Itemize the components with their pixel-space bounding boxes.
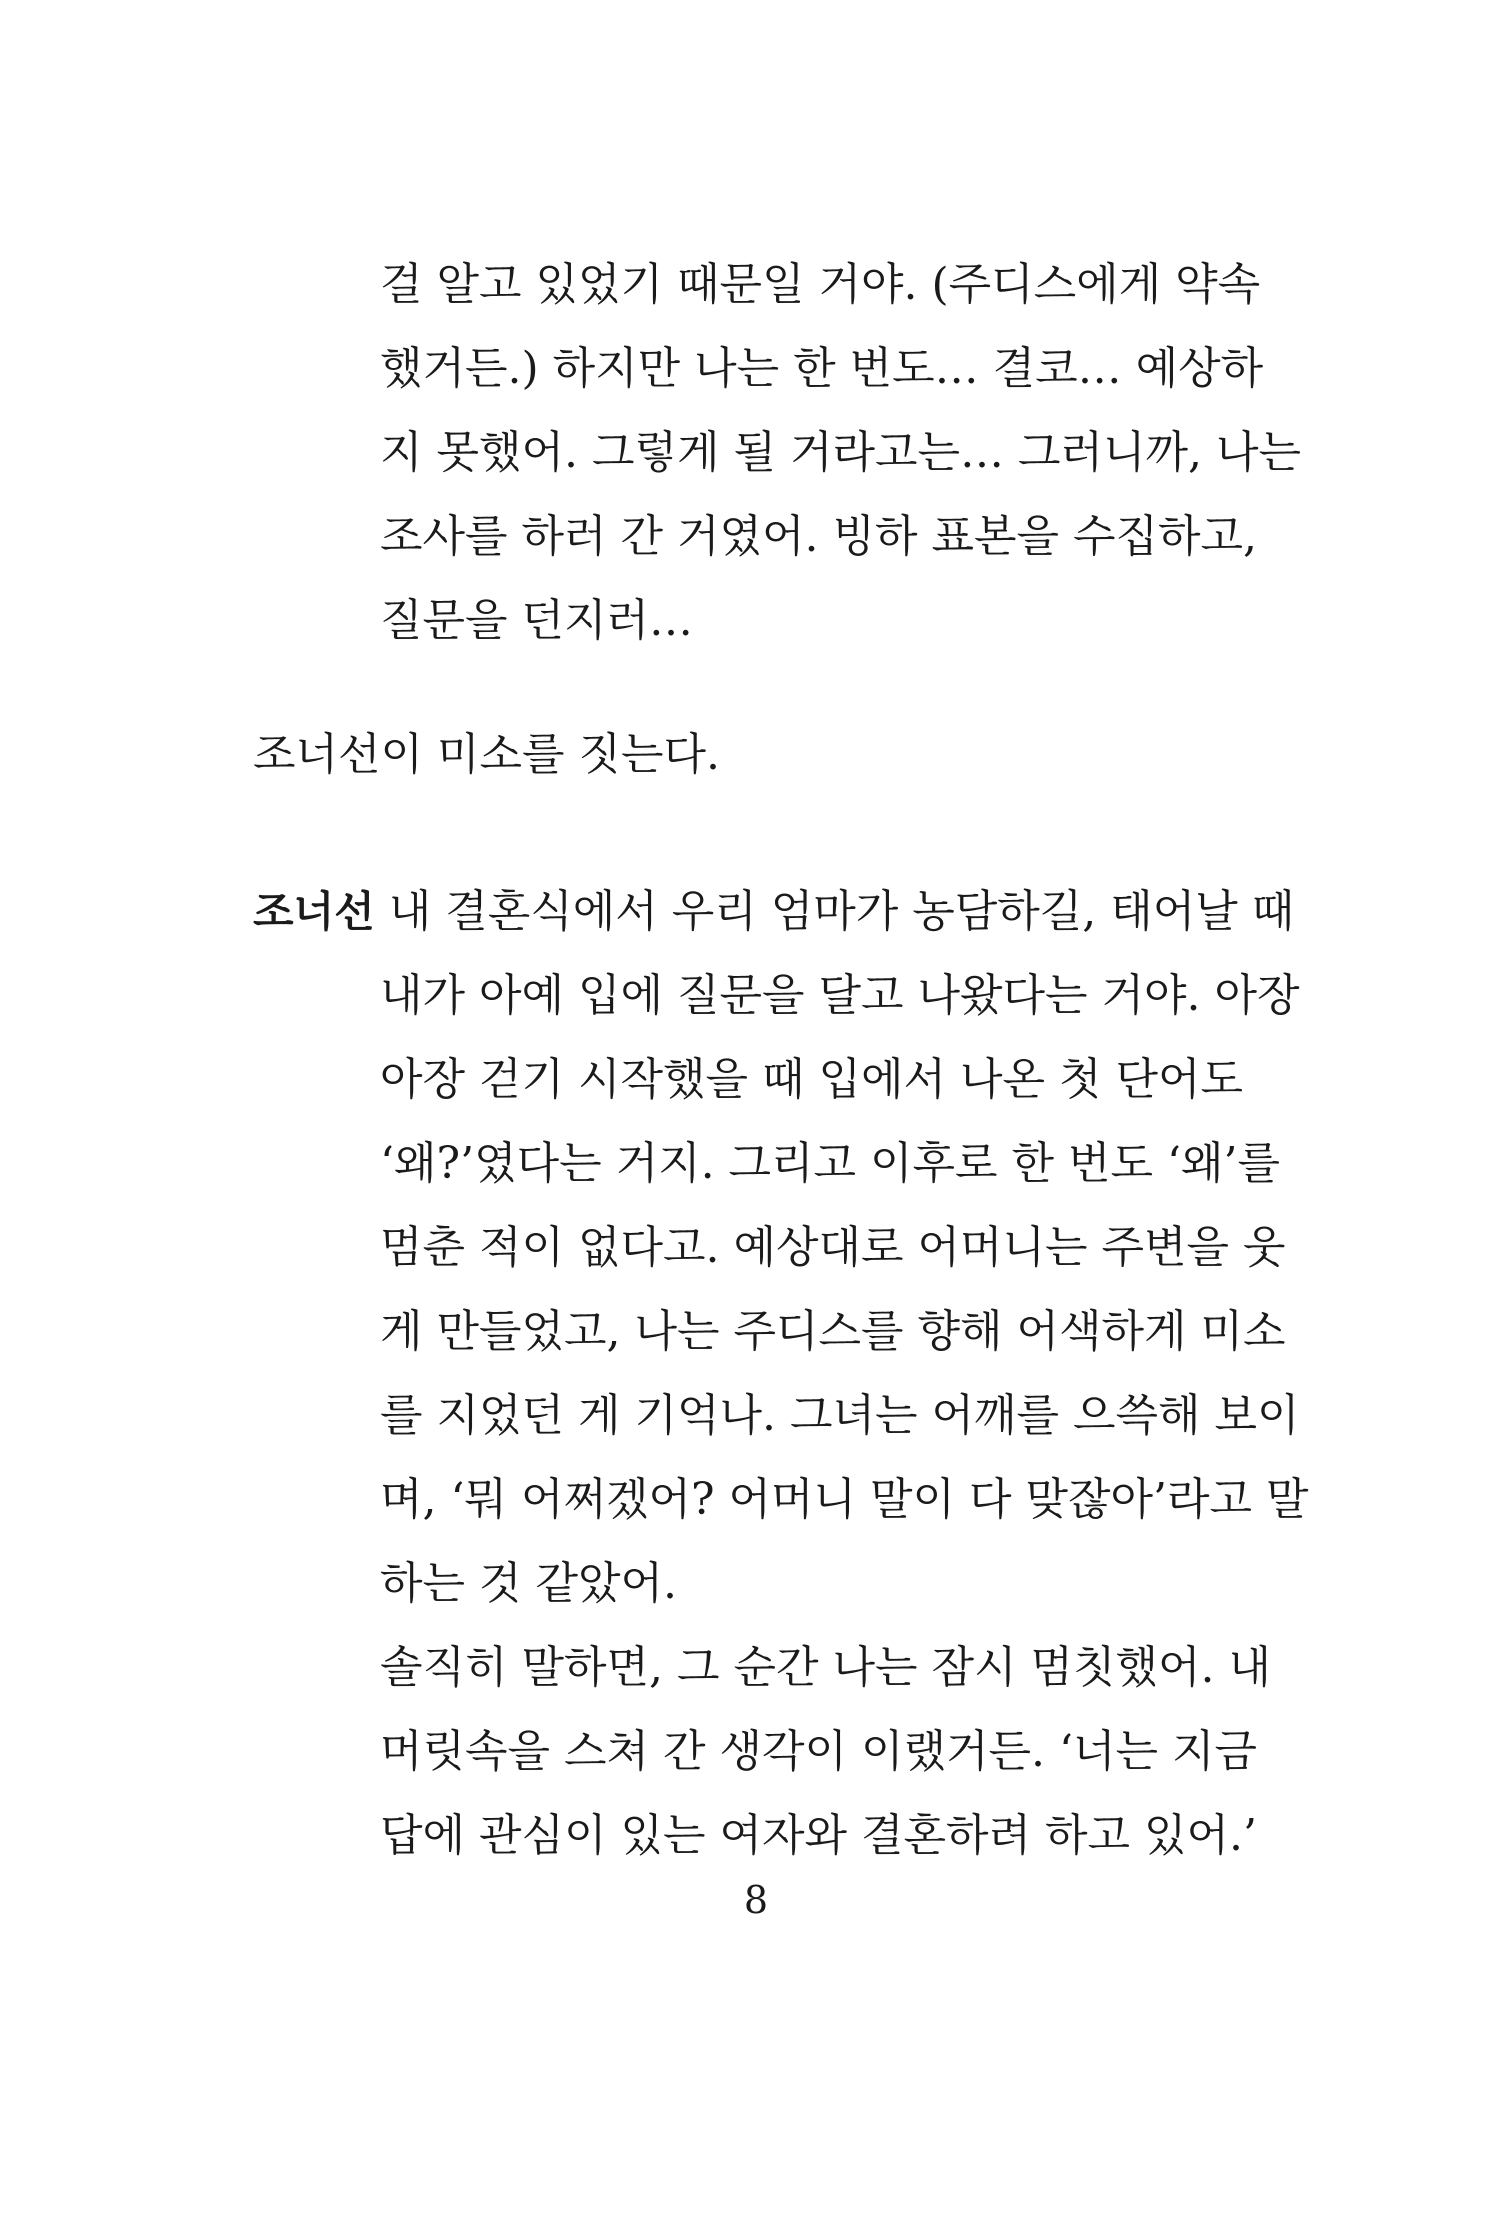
text-line: 를 지었던 게 기억나. 그녀는 어깨를 으쓱해 보이	[380, 1390, 1300, 1441]
speaker-name: 조너선	[253, 887, 375, 936]
text-line: 지 못했어. 그렇게 될 거라고는… 그러니까, 나는	[380, 427, 1301, 478]
text-line: 하는 것 같았어.	[380, 1558, 677, 1609]
text-line: 질문을 던지러…	[380, 595, 694, 646]
text-line: 멈춘 적이 없다고. 예상대로 어머니는 주변을 웃	[380, 1222, 1286, 1273]
text-line: 내가 아예 입에 질문을 달고 나왔다는 거야. 아장	[380, 970, 1300, 1021]
text-line: 조사를 하러 간 거였어. 빙하 표본을 수집하고,	[380, 511, 1257, 562]
text-line: 걸 알고 있었기 때문일 거야. (주디스에게 약속	[380, 259, 1261, 310]
text-line: 머릿속을 스쳐 간 생각이 이랬거든. ‘너는 지금	[380, 1726, 1257, 1777]
text-line: ‘왜?’였다는 거지. 그리고 이후로 한 번도 ‘왜’를	[380, 1138, 1281, 1189]
text-line: 게 만들었고, 나는 주디스를 향해 어색하게 미소	[380, 1306, 1286, 1357]
text-line: 했거든.) 하지만 나는 한 번도… 결코… 예상하	[380, 343, 1264, 394]
text-line: 아장 걷기 시작했을 때 입에서 나온 첫 단어도	[380, 1054, 1243, 1105]
text-line: 내 결혼식에서 우리 엄마가 농담하길, 태어날 때	[388, 886, 1295, 937]
page-number: 8	[743, 1878, 769, 1922]
dialogue-first-line	[253, 870, 1295, 954]
text-line: 솔직히 말하면, 그 순간 나는 잠시 멈칫했어. 내	[380, 1642, 1271, 1693]
text-line: 답에 관심이 있는 여자와 결혼하려 하고 있어.’	[380, 1810, 1257, 1861]
text-line: 며, ‘뭐 어쩌겠어? 어머니 말이 다 맞잖아’라고 말	[380, 1474, 1309, 1525]
stage-direction: 조너선이 미소를 짓는다.	[253, 729, 720, 780]
